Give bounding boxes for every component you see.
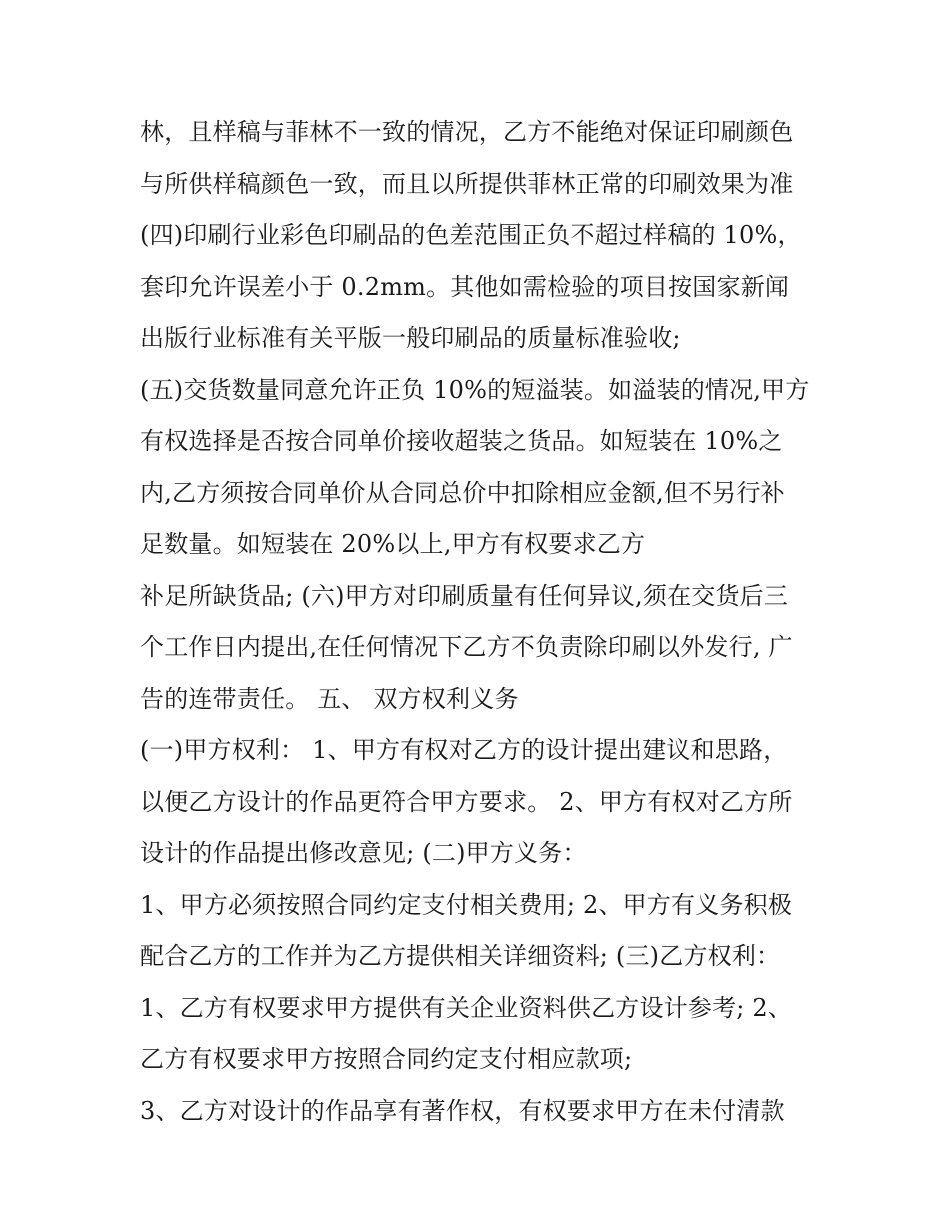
body-text bbox=[140, 107, 840, 1137]
text-line: 1、甲方必须按照合同约定支付相关费用; 2、甲方有义务积极 bbox=[140, 890, 793, 919]
text-line: 乙方有权要求甲方按照合同约定支付相应款项; bbox=[140, 1045, 633, 1073]
text-line: 足数量。如短装在 20%以上,甲方有权要求乙方 bbox=[140, 530, 646, 558]
text-line: 个工作日内提出,在任何情况下乙方不负责除印刷以外发行, 广 bbox=[140, 633, 793, 661]
text-line: 有权选择是否按合同单价接收超装之货品。如短装在 10%之 bbox=[140, 427, 783, 455]
text-line: 林，且样稿与菲林不一致的情况，乙方不能绝对保证印刷颜色 bbox=[140, 118, 794, 146]
text-line: (一)甲方权利： 1、甲方有权对乙方的设计提出建议和思路， bbox=[140, 736, 788, 764]
text-line: 与所供样稿颜色一致，而且以所提供菲林正常的印刷效果为准 bbox=[140, 169, 794, 198]
text-line: 内,乙方须按合同单价从合同总价中扣除相应金额,但不另行补 bbox=[140, 478, 785, 507]
text-line: 出版行业标准有关平版一般印刷品的质量标准验收; bbox=[140, 324, 681, 352]
text-line: 配合乙方的工作并为乙方提供相关详细资料; (三)乙方权利： bbox=[140, 942, 781, 970]
text-line: (五)交货数量同意允许正负 10%的短溢装。如溢装的情况,甲方 bbox=[140, 375, 810, 404]
text-line: 补足所缺货品; (六)甲方对印刷质量有任何异议,须在交货后三 bbox=[140, 581, 789, 610]
text-line: 以便乙方设计的作品更符合甲方要求。 2、甲方有权对乙方所 bbox=[140, 787, 793, 816]
text-line: 设计的作品提出修改意见; (二)甲方义务： bbox=[140, 839, 587, 867]
text-line: (四)印刷行业彩色印刷品的色差范围正负不超过样稿的 10%， bbox=[140, 221, 802, 249]
text-line: 1、乙方有权要求甲方提供有关企业资料供乙方设计参考; 2、 bbox=[140, 993, 793, 1022]
text-line: 套印允许误差小于 0.2mm。其他如需检验的项目按国家新闻 bbox=[140, 272, 790, 301]
text-line: 3、乙方对设计的作品享有著作权，有权要求甲方在未付清款 bbox=[140, 1096, 785, 1125]
text-line: 告的连带责任。 五、 双方权利义务 bbox=[140, 684, 519, 713]
